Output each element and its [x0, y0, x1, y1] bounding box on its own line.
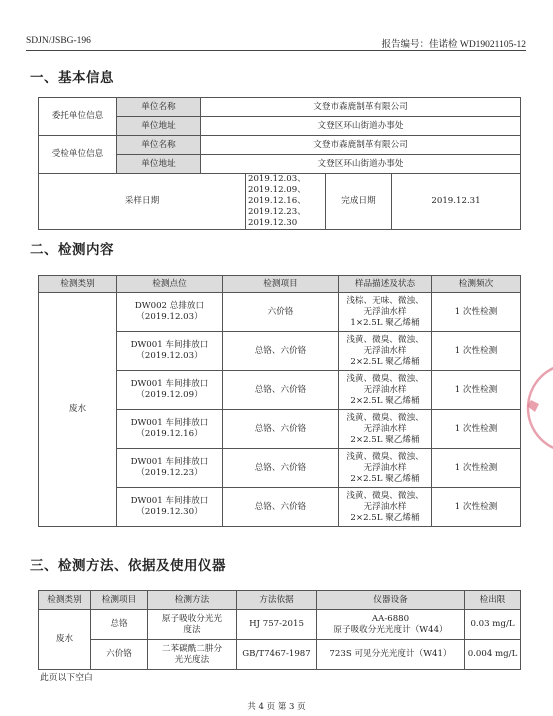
page-header: [26, 36, 526, 51]
inspected-info-label: 受检单位信息: [39, 136, 117, 174]
test-item: 总铬、六价铬: [223, 449, 339, 488]
doc-code: SDJN/JSBG-196: [26, 36, 91, 46]
instrument: 723S 可见分光光度计（W41）: [317, 640, 465, 670]
report-number: 报告编号：佳诺检 WD19021105-12: [381, 40, 526, 50]
sample-description: 浅黄、微臭、微浊、 无浮油水样 2×2.5L 聚乙烯桶: [339, 488, 432, 527]
sample-point: DW002 总排放口 （2019.12.03）: [117, 293, 223, 332]
col-header: 检测类别: [39, 591, 91, 610]
page-number: 共 4 页 第 3 页: [247, 702, 306, 712]
methods-table: [38, 590, 521, 670]
completion-date-label: 完成日期: [326, 174, 392, 230]
sample-point: DW001 车间排放口 （2019.12.03）: [117, 332, 223, 371]
section-test-content-title: 二、检测内容: [30, 242, 114, 258]
col-header: 仪器设备: [317, 591, 465, 610]
table-row: [39, 174, 521, 230]
unit-name-label: 单位名称: [117, 98, 201, 117]
test-item: 总铬、六价铬: [223, 332, 339, 371]
col-header: 检测方法: [148, 591, 237, 610]
detection-limit: 0.03 mg/L: [465, 610, 521, 640]
col-header: 检测点位: [117, 276, 223, 293]
category-cell: 废水: [39, 610, 91, 670]
section-methods-title: 三、检测方法、依据及使用仪器: [30, 558, 226, 574]
unit-address-label: 单位地址: [117, 117, 201, 136]
category-cell: 废水: [39, 293, 117, 527]
sample-description: 浅棕、无味、微浊、 无浮油水样 1×2.5L 聚乙烯桶: [339, 293, 432, 332]
sample-description: 浅黄、微臭、微浊、 无浮油水样 2×2.5L 聚乙烯桶: [339, 332, 432, 371]
sample-description: 浅黄、微臭、微浊、 无浮油水样 2×2.5L 聚乙烯桶: [339, 410, 432, 449]
col-header: 方法依据: [237, 591, 317, 610]
col-header: 检测项目: [223, 276, 339, 293]
col-header: 检测项目: [91, 591, 148, 610]
sample-point: DW001 车间排放口 （2019.12.16）: [117, 410, 223, 449]
sampling-dates: 2019.12.03、2019.12.09、 2019.12.16、2019.12.23、 2019.12.30: [246, 174, 326, 230]
sample-description: 浅黄、微臭、微浊、 无浮油水样 2×2.5L 聚乙烯桶: [339, 371, 432, 410]
table-header-row: [39, 591, 521, 610]
client-info-label: 委托单位信息: [39, 98, 117, 136]
sample-point: DW001 车间排放口 （2019.12.09）: [117, 371, 223, 410]
test-frequency: 1 次性检测: [432, 449, 521, 488]
table-row: [39, 610, 521, 640]
test-frequency: 1 次性检测: [432, 371, 521, 410]
unit-address-label: 单位地址: [117, 155, 201, 174]
test-item: 总铬、六价铬: [223, 410, 339, 449]
method-basis: HJ 757-2015: [237, 610, 317, 640]
col-header: 检测类别: [39, 276, 117, 293]
unit-name-label: 单位名称: [117, 136, 201, 155]
col-header: 检测频次: [432, 276, 521, 293]
test-method: 原子吸收分光光 度法: [148, 610, 237, 640]
test-item: 六价铬: [223, 293, 339, 332]
col-header: 检出限: [465, 591, 521, 610]
client-address: 文登区环山街道办事处: [201, 117, 521, 136]
seal-stamp-icon: [517, 358, 553, 458]
instrument: AA-6880 原子吸收分光光度计（W44）: [317, 610, 465, 640]
col-header: 样品描述及状态: [339, 276, 432, 293]
table-header-row: [39, 276, 521, 293]
section-basic-info-title: 一、基本信息: [30, 70, 114, 86]
test-frequency: 1 次性检测: [432, 332, 521, 371]
test-item: 总铬、六价铬: [223, 488, 339, 527]
table-row: [39, 640, 521, 670]
detection-limit: 0.004 mg/L: [465, 640, 521, 670]
sample-description: 浅黄、微臭、微浊、 无浮油水样 2×2.5L 聚乙烯桶: [339, 449, 432, 488]
completion-date: 2019.12.31: [392, 174, 521, 230]
client-name: 文登市森鹿制革有限公司: [201, 98, 521, 117]
test-frequency: 1 次性检测: [432, 410, 521, 449]
test-method: 二苯碳酰二肼分 光光度法: [148, 640, 237, 670]
test-content-table: [38, 275, 521, 527]
table-row: [39, 293, 521, 332]
method-basis: GB/T7467-1987: [237, 640, 317, 670]
test-frequency: 1 次性检测: [432, 488, 521, 527]
test-frequency: 1 次性检测: [432, 293, 521, 332]
table-row: [39, 136, 521, 155]
test-item: 六价铬: [91, 640, 148, 670]
table-row: [39, 98, 521, 117]
sample-point: DW001 车间排放口 （2019.12.30）: [117, 488, 223, 527]
blank-below-note: 此页以下空白: [40, 673, 93, 683]
basic-info-table: [38, 97, 521, 230]
test-item: 总铬: [91, 610, 148, 640]
inspected-name: 文登市森鹿制革有限公司: [201, 136, 521, 155]
sampling-date-label: 采样日期: [39, 174, 246, 230]
inspected-address: 文登区环山街道办事处: [201, 155, 521, 174]
sample-point: DW001 车间排放口 （2019.12.23）: [117, 449, 223, 488]
test-item: 总铬、六价铬: [223, 371, 339, 410]
